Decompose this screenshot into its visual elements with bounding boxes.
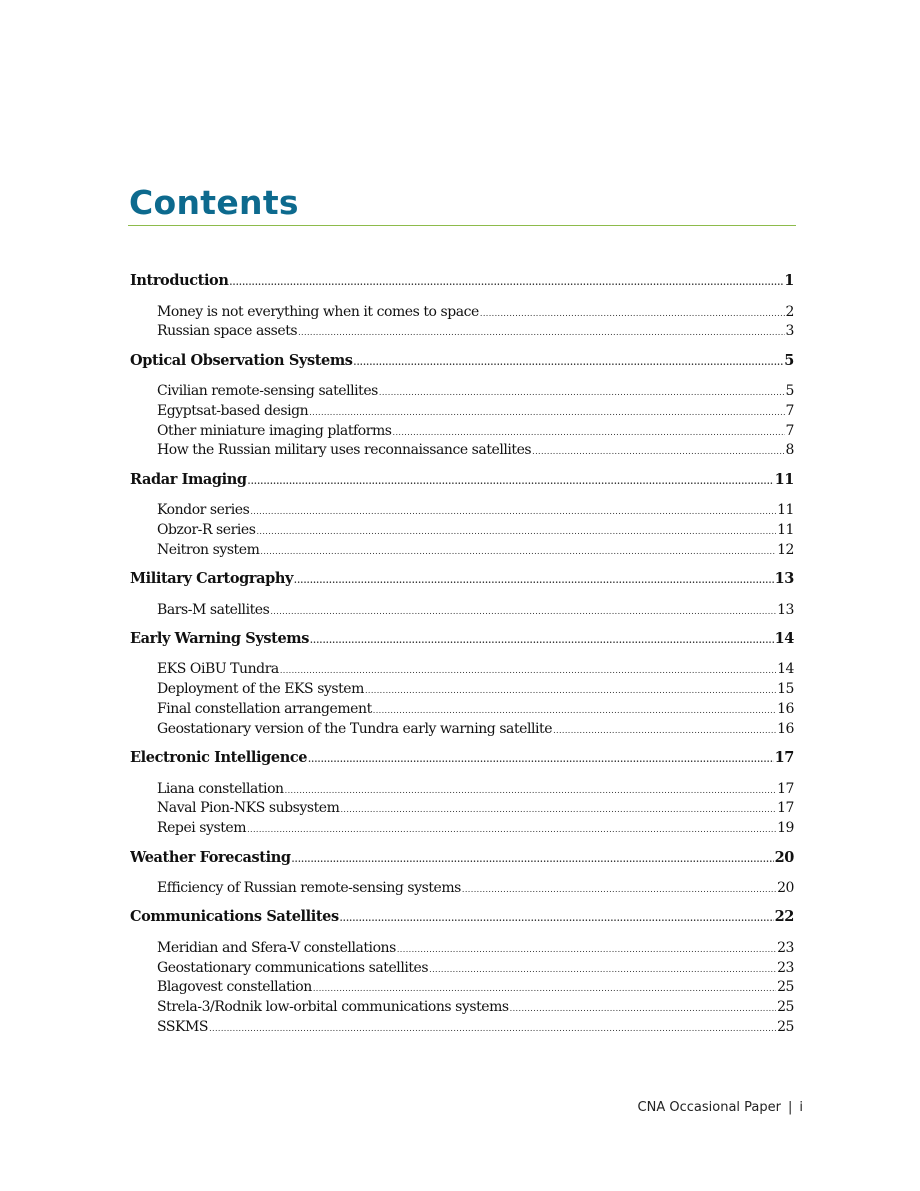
toc-subsection-deployment-of-the-eks-system[interactable] bbox=[130, 680, 794, 700]
dot-leader bbox=[340, 800, 776, 819]
toc-entry-title: Russian space assets bbox=[157, 323, 298, 340]
dot-leader bbox=[209, 1019, 776, 1038]
toc-entry-title: Early Warning Systems bbox=[130, 629, 309, 647]
toc-subsection-kondor-series[interactable] bbox=[130, 501, 794, 521]
dot-leader bbox=[354, 352, 784, 371]
toc-entry-title: Geostationary version of the Tundra early warning satellite bbox=[157, 720, 553, 737]
toc-subsection-obzor-r-series[interactable] bbox=[130, 521, 794, 541]
page-title: Contents bbox=[129, 183, 299, 222]
toc-entry-title: Strela-3/Rodnik low-orbital communications systems bbox=[157, 999, 509, 1016]
toc-page-number: 7 bbox=[785, 402, 794, 419]
toc-section-communications-satellites[interactable] bbox=[130, 907, 794, 927]
toc-page-number: 25 bbox=[777, 1019, 794, 1036]
footer-publication: CNA Occasional Paper bbox=[637, 1100, 781, 1115]
toc-entry-title: Obzor-R series bbox=[157, 522, 256, 539]
toc-entry-title: Naval Pion-NKS subsystem bbox=[157, 800, 340, 817]
toc-subsection-geostationary-version-of-the-tundra-early-warning-satellite[interactable] bbox=[130, 720, 794, 740]
toc-entry-title: Bars-M satellites bbox=[157, 601, 270, 618]
toc-page-number: 13 bbox=[777, 601, 794, 618]
toc-page-number: 25 bbox=[777, 999, 794, 1016]
dot-leader bbox=[250, 502, 776, 521]
toc-section-military-cartography[interactable] bbox=[130, 569, 794, 589]
toc-entry-title: Other miniature imaging platforms bbox=[157, 422, 392, 439]
toc-page-number: 19 bbox=[777, 820, 794, 837]
table-of-contents bbox=[130, 271, 794, 1038]
dot-leader bbox=[260, 542, 776, 561]
toc-entry-title: Deployment of the EKS system bbox=[157, 681, 364, 698]
toc-subsection-liana-constellation[interactable] bbox=[130, 780, 794, 800]
toc-page-number: 8 bbox=[785, 442, 794, 459]
toc-page-number: 1 bbox=[784, 272, 794, 289]
toc-entry-title: Electronic Intelligence bbox=[130, 749, 308, 767]
toc-page-number: 7 bbox=[785, 422, 794, 439]
toc-subsection-money-is-not-everything-when-it-comes-to-space[interactable] bbox=[130, 303, 794, 323]
dot-leader bbox=[294, 570, 774, 589]
toc-page-number: 16 bbox=[777, 720, 794, 737]
toc-entry-title: Kondor series bbox=[157, 502, 250, 519]
dot-leader bbox=[393, 423, 785, 442]
dot-leader bbox=[270, 602, 776, 621]
toc-page-number: 11 bbox=[777, 502, 794, 519]
toc-subsection-naval-pion-nks-subsystem[interactable] bbox=[130, 799, 794, 819]
toc-entry-title: Meridian and Sfera-V constellations bbox=[157, 939, 396, 956]
dot-leader bbox=[285, 781, 776, 800]
page-footer bbox=[638, 1100, 803, 1115]
toc-subsection-final-constellation-arrangement[interactable] bbox=[130, 700, 794, 720]
dot-leader bbox=[248, 471, 774, 490]
toc-page-number: 15 bbox=[777, 681, 794, 698]
toc-page-number: 23 bbox=[777, 959, 794, 976]
toc-subsection-strela-3-rodnik-low-orbital-communications-systems[interactable] bbox=[130, 998, 794, 1018]
toc-entry-title: Communications Satellites bbox=[130, 908, 339, 926]
toc-entry-title: Liana constellation bbox=[157, 780, 284, 797]
toc-entry-title: SSKMS bbox=[157, 1019, 209, 1036]
toc-entry-title: Repei system bbox=[157, 820, 247, 837]
dot-leader bbox=[298, 323, 784, 342]
dot-leader bbox=[229, 272, 783, 291]
toc-subsection-neitron-system[interactable] bbox=[130, 541, 794, 561]
toc-page-number: 2 bbox=[785, 303, 794, 320]
dot-leader bbox=[365, 681, 776, 700]
toc-section-electronic-intelligence[interactable] bbox=[130, 748, 794, 768]
dot-leader bbox=[340, 908, 774, 927]
toc-entry-title: Geostationary communications satellites bbox=[157, 959, 429, 976]
toc-entry-title: Neitron system bbox=[157, 541, 260, 558]
dot-leader bbox=[280, 661, 776, 680]
toc-entry-title: Weather Forecasting bbox=[130, 848, 291, 866]
toc-subsection-civilian-remote-sensing-satellites[interactable] bbox=[130, 382, 794, 402]
title-divider bbox=[128, 225, 796, 226]
toc-entry-title: Blagovest constellation bbox=[157, 979, 312, 996]
dot-leader bbox=[480, 304, 785, 323]
toc-subsection-repei-system[interactable] bbox=[130, 819, 794, 839]
dot-leader bbox=[308, 749, 774, 768]
toc-subsection-sskms[interactable] bbox=[130, 1018, 794, 1038]
toc-subsection-eks-oibu-tundra[interactable] bbox=[130, 660, 794, 680]
toc-entry-title: Egyptsat-based design bbox=[157, 402, 309, 419]
toc-page-number: 5 bbox=[784, 351, 794, 369]
dot-leader bbox=[397, 940, 776, 959]
dot-leader bbox=[553, 721, 776, 740]
toc-section-radar-imaging[interactable] bbox=[130, 470, 794, 490]
dot-leader bbox=[310, 630, 774, 649]
dot-leader bbox=[256, 522, 776, 541]
dot-leader bbox=[462, 880, 776, 899]
toc-subsection-efficiency-of-russian-remote-sensing-systems[interactable] bbox=[130, 879, 794, 899]
toc-page-number: 23 bbox=[777, 939, 794, 956]
toc-subsection-how-the-russian-military-uses-reconnaissance-satellites[interactable] bbox=[130, 441, 794, 461]
toc-subsection-geostationary-communications-satellites[interactable] bbox=[130, 959, 794, 979]
dot-leader bbox=[429, 960, 776, 979]
toc-entry-title: How the Russian military uses reconnaissance satellites bbox=[157, 442, 532, 459]
footer-separator: | bbox=[787, 1100, 793, 1115]
toc-entry-title: Civilian remote-sensing satellites bbox=[157, 383, 378, 400]
toc-subsection-egyptsat-based-design[interactable] bbox=[130, 402, 794, 422]
toc-section-early-warning-systems[interactable] bbox=[130, 629, 794, 649]
toc-page-number: 12 bbox=[777, 541, 794, 558]
toc-entry-title: Final constellation arrangement bbox=[157, 701, 372, 718]
toc-page-number: 16 bbox=[777, 701, 794, 718]
toc-subsection-blagovest-constellation[interactable] bbox=[130, 978, 794, 998]
dot-leader bbox=[379, 383, 785, 402]
toc-subsection-meridian-and-sfera-v-constellations[interactable] bbox=[130, 939, 794, 959]
toc-page-number: 20 bbox=[777, 880, 794, 897]
toc-page-number: 25 bbox=[777, 979, 794, 996]
dot-leader bbox=[292, 849, 774, 868]
dot-leader bbox=[510, 999, 776, 1018]
toc-page-number: 17 bbox=[777, 800, 794, 817]
toc-entry-title: Radar Imaging bbox=[130, 470, 247, 488]
dot-leader bbox=[373, 701, 776, 720]
toc-entry-title: Military Cartography bbox=[130, 570, 294, 588]
toc-entry-title: EKS OiBU Tundra bbox=[157, 661, 279, 678]
toc-subsection-russian-space-assets[interactable] bbox=[130, 322, 794, 342]
toc-page-number: 17 bbox=[774, 749, 794, 767]
toc-page-number: 20 bbox=[774, 848, 794, 866]
toc-page-number: 5 bbox=[785, 383, 794, 400]
dot-leader bbox=[313, 979, 776, 998]
toc-page-number: 14 bbox=[777, 661, 794, 678]
toc-entry-title: Efficiency of Russian remote-sensing systems bbox=[157, 880, 461, 897]
toc-entry-title: Introduction bbox=[130, 272, 229, 289]
toc-page-number: 11 bbox=[774, 470, 794, 488]
dot-leader bbox=[532, 442, 784, 461]
toc-subsection-bars-m-satellites[interactable] bbox=[130, 601, 794, 621]
toc-page-number: 11 bbox=[777, 522, 794, 539]
toc-subsection-other-miniature-imaging-platforms[interactable] bbox=[130, 422, 794, 442]
dot-leader bbox=[309, 403, 784, 422]
dot-leader bbox=[247, 820, 776, 839]
toc-page-number: 14 bbox=[774, 629, 794, 647]
footer-page-number: i bbox=[799, 1100, 803, 1115]
toc-section-weather-forecasting[interactable] bbox=[130, 848, 794, 868]
toc-page-number: 22 bbox=[774, 908, 794, 926]
toc-page-number: 13 bbox=[774, 570, 794, 588]
toc-section-introduction[interactable] bbox=[130, 271, 794, 291]
toc-page-number: 17 bbox=[777, 780, 794, 797]
toc-section-optical-observation-systems[interactable] bbox=[130, 351, 794, 371]
toc-entry-title: Optical Observation Systems bbox=[130, 351, 353, 369]
toc-entry-title: Money is not everything when it comes to space bbox=[157, 303, 479, 320]
toc-page-number: 3 bbox=[785, 323, 794, 340]
